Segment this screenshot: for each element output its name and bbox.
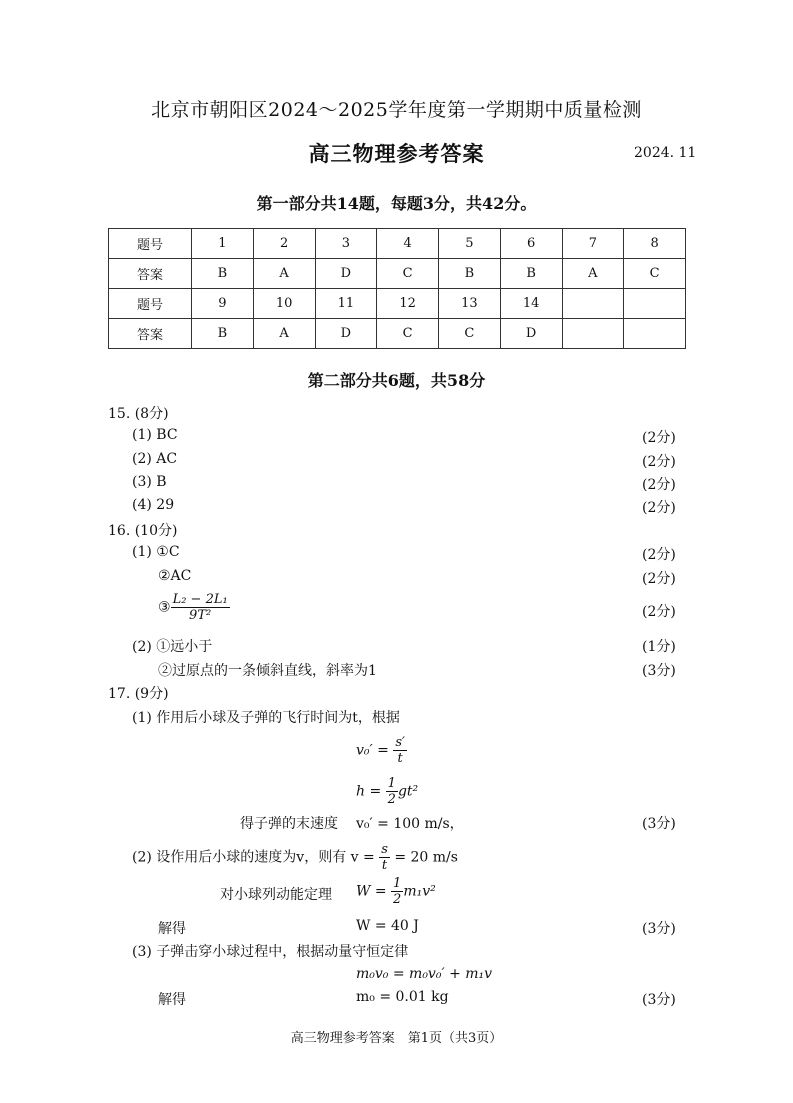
q17-eq3-lhs: W =: [356, 883, 387, 900]
q17-result3-label: 解得: [158, 992, 186, 1008]
answer-table-cell: B: [500, 259, 562, 289]
q16-score-3: (2分): [642, 604, 676, 620]
q17-eq3: [356, 876, 436, 907]
answer-table-row: [109, 289, 686, 319]
q17-part2-text: (2) 设作用后小球的速度为v，则有 v =: [132, 849, 375, 866]
q17-eq1-lhs: v₀′ =: [356, 742, 389, 759]
answer-table-cell: [562, 289, 624, 319]
q17-part2: [132, 842, 458, 873]
answer-table-cell: 6: [500, 229, 562, 259]
answer-table-cell: 4: [377, 229, 439, 259]
q15-item-2: (2) AC: [132, 451, 178, 467]
answer-table-cell: C: [377, 319, 439, 349]
q15-score-4: (2分): [642, 500, 676, 516]
q16-item-2: ②AC: [158, 568, 192, 584]
answer-table-cell: B: [192, 259, 254, 289]
q17-result1: v₀′ = 100 m/s，: [356, 816, 464, 832]
answer-table-cell: 10: [253, 289, 315, 319]
answer-table-row-header: 答案: [109, 259, 192, 289]
answer-table-row: [109, 229, 686, 259]
answer-table-cell: B: [192, 319, 254, 349]
q15-item-3: (3) B: [132, 474, 167, 490]
answer-table-row: [109, 319, 686, 349]
q17-eq2-lhs: h =: [356, 783, 382, 800]
answer-table-cell: 9: [192, 289, 254, 319]
answer-table-cell: 5: [439, 229, 501, 259]
answer-table-cell: D: [500, 319, 562, 349]
answer-table-cell: 13: [439, 289, 501, 319]
answer-table-row-header: 题号: [109, 289, 192, 319]
q16-fraction: [171, 592, 230, 623]
answer-table-row-header: 答案: [109, 319, 192, 349]
document-subtitle: 高三物理参考答案: [308, 141, 485, 166]
q17-eq3-label: 对小球列动能定理: [220, 887, 332, 903]
q15-score-3: (2分): [642, 477, 676, 493]
q16-score-5: (3分): [642, 663, 676, 679]
q17-eq2-numerator: 1: [387, 776, 396, 791]
q16-score-4: (1分): [642, 639, 676, 655]
answer-table-cell: B: [439, 259, 501, 289]
q17-score-2: (3分): [642, 921, 676, 937]
q16-fraction-denominator: 9T²: [189, 608, 212, 623]
q16-score-1: (2分): [642, 547, 676, 563]
q17-eq2-rhs: gt²: [397, 783, 419, 800]
part1-heading: 第一部分共14题，每题3分，共42分。: [256, 194, 537, 213]
q17-score-3: (3分): [642, 992, 676, 1008]
q16-item-4: (2) ①远小于: [132, 639, 213, 655]
answer-table-cell: [562, 319, 624, 349]
answer-table-cell: D: [315, 259, 377, 289]
answer-table-cell: 2: [253, 229, 315, 259]
q17-eq3-fraction: [391, 876, 403, 907]
q17-score-1: (3分): [642, 816, 676, 832]
q15-score-1: (2分): [642, 430, 676, 446]
answer-table-cell: 8: [624, 229, 686, 259]
part2-heading: 第二部分共6题，共58分: [307, 371, 486, 390]
page-footer: 高三物理参考答案 第1页（共3页）: [290, 1031, 503, 1046]
q17-eq1: [356, 735, 407, 766]
q16-label: 16. (10分): [108, 523, 178, 539]
q17-eq2-fraction: [386, 776, 398, 807]
q17-eq4: m₀v₀ = m₀v₀′ + m₁v: [356, 966, 493, 982]
answer-table-cell: 14: [500, 289, 562, 319]
answer-table-cell: 1: [192, 229, 254, 259]
answer-table-cell: [624, 319, 686, 349]
q15-score-2: (2分): [642, 454, 676, 470]
q16-item-3: [158, 592, 230, 623]
q16-item-1: (1) ①C: [132, 544, 180, 560]
q17-part1-text: (1) 作用后小球及子弹的飞行时间为t，根据: [132, 710, 400, 726]
q17-eq1-numerator: s′: [395, 735, 405, 750]
q17-part3-text: (3) 子弹击穿小球过程中，根据动量守恒定律: [132, 944, 409, 960]
q17-result2-label: 解得: [158, 921, 186, 937]
q17-eq3-numerator: 1: [393, 876, 402, 891]
q15-label: 15. (8分): [108, 406, 169, 422]
answer-table-cell: 3: [315, 229, 377, 259]
answer-table-cell: 11: [315, 289, 377, 319]
answer-table: [108, 228, 686, 349]
answer-table-cell: C: [377, 259, 439, 289]
answer-table-cell: A: [253, 259, 315, 289]
q17-part2-rhs: = 20 m/s: [394, 849, 458, 866]
q17-part2-denominator: t: [381, 858, 388, 873]
q17-eq2: [356, 776, 418, 807]
q17-result2: W = 40 J: [356, 918, 419, 934]
q17-eq1-denominator: t: [397, 751, 403, 766]
answer-table-row: [109, 259, 686, 289]
q17-label: 17. (9分): [108, 686, 169, 702]
answer-table-cell: 7: [562, 229, 624, 259]
q17-eq1-fraction: [393, 735, 407, 766]
answer-table-cell: C: [624, 259, 686, 289]
q17-result1-label: 得子弹的末速度: [240, 816, 338, 832]
q17-eq2-denominator: 2: [387, 792, 396, 807]
q17-part2-numerator: s: [381, 842, 388, 857]
answer-table-cell: 12: [377, 289, 439, 319]
q17-result3: m₀ = 0.01 kg: [356, 989, 449, 1005]
q16-score-2: (2分): [642, 571, 676, 587]
document-date: 2024. 11: [634, 145, 697, 161]
q16-item-5: ②过原点的一条倾斜直线，斜率为1: [158, 663, 377, 679]
document-title: 北京市朝阳区2024～2025学年度第一学期期中质量检测: [151, 99, 642, 121]
q17-part2-fraction: [379, 842, 390, 873]
q15-item-4: (4) 29: [132, 497, 175, 513]
q17-eq3-denominator: 2: [393, 892, 402, 907]
answer-table-cell: C: [439, 319, 501, 349]
answer-table-row-header: 题号: [109, 229, 192, 259]
q16-fraction-numerator: L₂ − 2L₁: [172, 592, 228, 607]
q15-item-1: (1) BC: [132, 427, 178, 443]
answer-table-cell: D: [315, 319, 377, 349]
answer-table-cell: A: [253, 319, 315, 349]
q16-item-3-prefix: ③: [158, 599, 171, 616]
q17-eq3-rhs: m₁v²: [403, 883, 436, 900]
answer-table-cell: A: [562, 259, 624, 289]
answer-table-cell: [624, 289, 686, 319]
